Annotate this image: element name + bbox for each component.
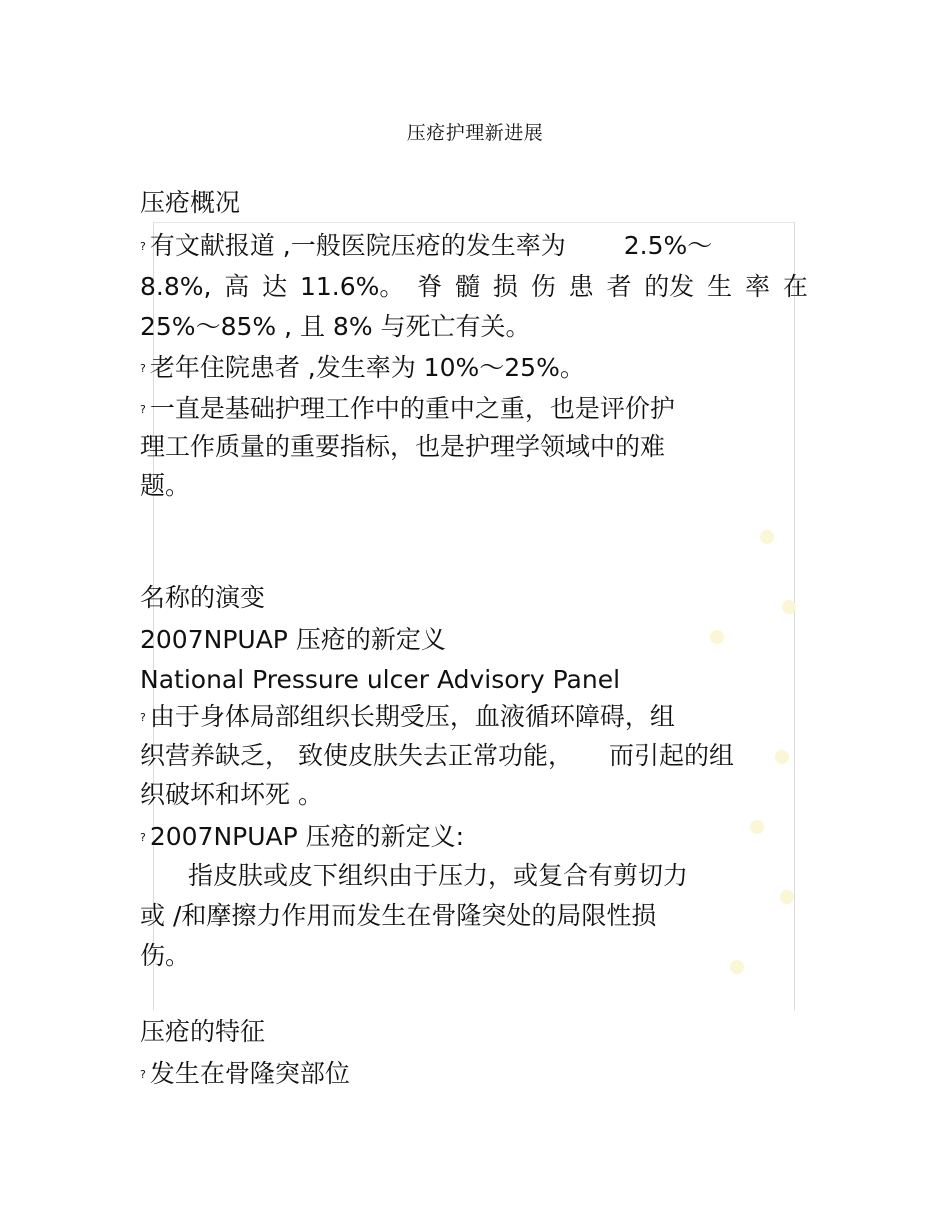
paragraph-importance-line3: 题。 (140, 471, 191, 500)
section-heading-overview: 压疮概况 (140, 188, 241, 217)
paragraph-incidence-line3: 25%～85% , 且 8% 与死亡有关。 (140, 312, 531, 341)
bullet: ? (140, 1068, 146, 1081)
bullet: ? (140, 831, 146, 844)
justified-word: 损 (492, 272, 518, 301)
paragraph-definition-line4: 伤。 (140, 941, 191, 970)
paragraph-definition-line1: ? 2007NPUAP 压疮的新定义: (140, 822, 465, 851)
paragraph-definition-line2: 指皮肤或皮下组织由于压力，或复合有剪切力 (188, 861, 689, 890)
paragraph-feature-bony: ? 发生在骨隆突部位 (140, 1059, 350, 1088)
justified-word: 脊 (417, 272, 443, 301)
paragraph-definition-line3: 或 /和摩擦力作用而发生在骨隆突处的局限性损 (140, 901, 657, 930)
justified-word: 患 (568, 272, 594, 301)
justified-word: 率 (744, 272, 770, 301)
paragraph-incidence-line1: ? 有文献报道 ,一般医院压疮的发生率为 2.5%～ (140, 231, 713, 260)
paragraph-incidence-line2 (140, 270, 808, 304)
paragraph-importance-line2: 理工作质量的重要指标，也是护理学领域中的难 (140, 432, 666, 461)
bullet: ? (140, 403, 146, 416)
paragraph-cause-line2: 织营养缺乏， 致使皮肤失去正常功能， 而引起的组 (140, 741, 734, 770)
paragraph-cause-line1: ? 由于身体局部组织长期受压，血液循环障碍，组 (140, 702, 675, 731)
bullet: ? (140, 362, 146, 375)
justified-word: 在 (782, 272, 808, 301)
paragraph-cause-line3: 织破坏和坏死 。 (140, 780, 323, 809)
section-heading-features: 压疮的特征 (140, 1017, 266, 1046)
justified-word: 达 (262, 272, 288, 301)
justified-word: 髓 (455, 272, 481, 301)
justified-word: 者 (606, 272, 632, 301)
npuap-full-name: National Pressure ulcer Advisory Panel (140, 665, 621, 694)
paragraph-importance-line1: ? 一直是基础护理工作中的重中之重，也是评价护 (140, 394, 675, 423)
justified-word: 伤 (530, 272, 556, 301)
document-title: 压疮护理新进展 (406, 122, 544, 144)
bullet: ? (140, 711, 146, 724)
justified-word: 生 (707, 272, 733, 301)
bullet: ? (140, 240, 146, 253)
justified-word: 8.8%, (140, 272, 212, 301)
section-heading-name-evolution: 名称的演变 (140, 583, 266, 612)
justified-word: 的发 (644, 272, 695, 301)
paragraph-elderly: ? 老年住院患者 ,发生率为 10%～25%。 (140, 353, 585, 382)
justified-word: 高 (224, 272, 250, 301)
definition-subheading: 2007NPUAP 压疮的新定义 (140, 625, 446, 654)
justified-word: 11.6%。 (299, 272, 405, 301)
